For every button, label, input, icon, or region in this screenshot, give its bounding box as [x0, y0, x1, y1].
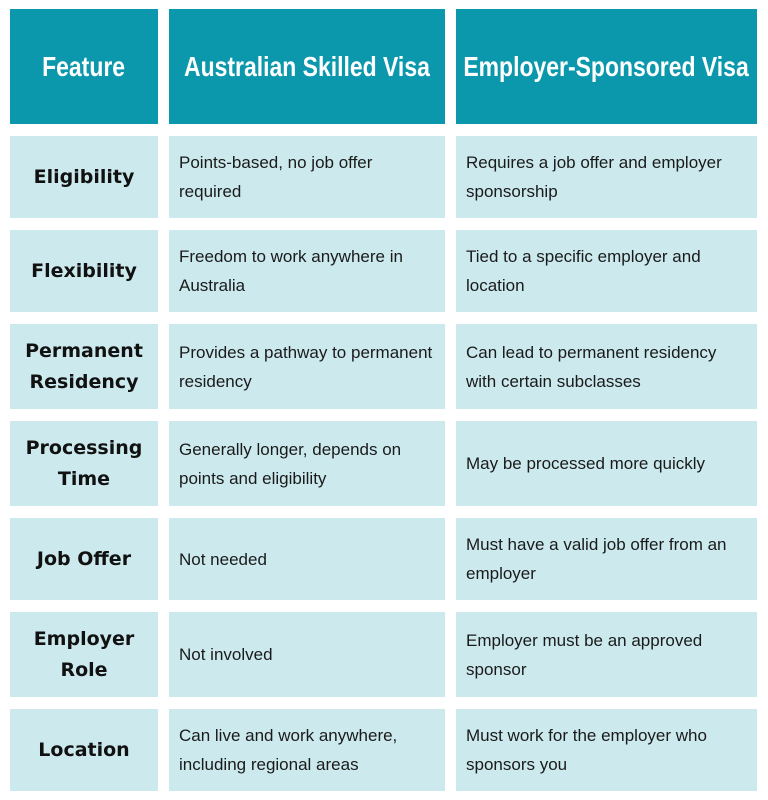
header-sponsored-visa: [456, 9, 757, 124]
header-skilled-visa: [169, 9, 445, 124]
skilled-cell: Not involved: [169, 612, 445, 697]
sponsored-cell: Must have a valid job offer from an employer: [456, 518, 757, 600]
feature-cell: Permanent Residency: [10, 324, 158, 409]
skilled-cell: Not needed: [169, 518, 445, 600]
feature-cell: Flexibility: [10, 230, 158, 312]
header-feature-label: Feature: [42, 50, 126, 82]
feature-cell: Location: [10, 709, 158, 791]
sponsored-cell: Must work for the employer who sponsors you: [456, 709, 757, 791]
header-sponsored-visa-label: Employer-Sponsored Visa: [463, 50, 750, 82]
skilled-cell: Generally longer, depends on points and eligibility: [169, 421, 445, 506]
skilled-cell: Provides a pathway to permanent residency: [169, 324, 445, 409]
sponsored-cell: Employer must be an approved sponsor: [456, 612, 757, 697]
sponsored-cell: May be processed more quickly: [456, 421, 757, 506]
skilled-cell: Points-based, no job offer required: [169, 136, 445, 218]
feature-cell: Employer Role: [10, 612, 158, 697]
skilled-cell: Freedom to work anywhere in Australia: [169, 230, 445, 312]
feature-cell: Processing Time: [10, 421, 158, 506]
sponsored-cell: Can lead to permanent residency with certain subclasses: [456, 324, 757, 409]
feature-cell: Job Offer: [10, 518, 158, 600]
feature-cell: Eligibility: [10, 136, 158, 218]
sponsored-cell: Requires a job offer and employer sponsorship: [456, 136, 757, 218]
header-skilled-visa-label: Australian Skilled Visa: [184, 50, 430, 82]
header-feature: [10, 9, 158, 124]
skilled-cell: Can live and work anywhere, including regional areas: [169, 709, 445, 791]
sponsored-cell: Tied to a specific employer and location: [456, 230, 757, 312]
